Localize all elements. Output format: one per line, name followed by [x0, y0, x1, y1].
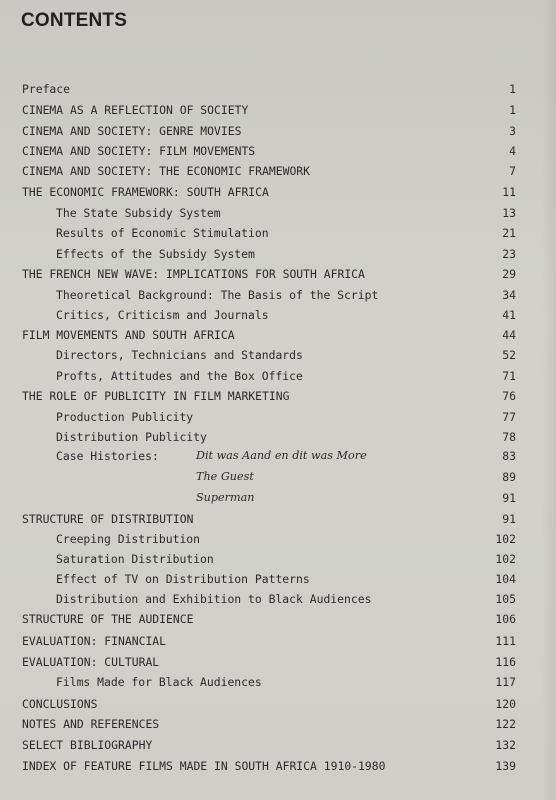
toc-entry-page: 111 — [495, 634, 516, 648]
toc-entry-page: 23 — [502, 247, 516, 261]
toc-entry — [0, 265, 556, 283]
toc-entry-page: 116 — [495, 655, 516, 669]
toc-entry — [0, 590, 556, 608]
toc-entry-page: 91 — [502, 491, 516, 505]
toc-entry-page: 102 — [495, 552, 516, 566]
toc-entry-title: EVALUATION: FINANCIAL — [22, 634, 167, 648]
toc-entry-page: 77 — [502, 410, 516, 424]
toc-entry-title: The State Subsidy System — [56, 206, 221, 220]
toc-entry-title: CONCLUSIONS — [22, 697, 98, 711]
toc-entry-title: Results of Economic Stimulation — [56, 226, 269, 240]
toc-entry-page: 91 — [502, 512, 516, 526]
toc-entry — [0, 715, 556, 733]
toc-entry — [0, 183, 556, 201]
toc-entry — [0, 162, 556, 180]
toc-entry-page: 71 — [502, 369, 516, 383]
toc-entry-title: CINEMA AND SOCIETY: FILM MOVEMENTS — [22, 144, 256, 158]
toc-entry-film-title: Dit was Aand en dit was More — [196, 449, 367, 462]
toc-entry-title: Profts, Attitudes and the Box Office — [56, 369, 303, 383]
toc-entry-title: THE ROLE OF PUBLICITY IN FILM MARKETING — [22, 389, 290, 403]
toc-entry-page: 106 — [495, 612, 516, 626]
toc-entry-title: Theoretical Background: The Basis of the Script — [56, 288, 379, 302]
toc-entry — [0, 80, 556, 98]
toc-entry — [0, 550, 556, 568]
toc-entry-title: Effect of TV on Distribution Patterns — [56, 572, 310, 586]
toc-entry — [0, 510, 556, 528]
toc-entry-page: 1 — [509, 103, 516, 117]
toc-entry-title: SELECT BIBLIOGRAPHY — [22, 738, 153, 752]
toc-entry-title: Effects of the Subsidy System — [56, 247, 255, 261]
toc-entry — [0, 428, 556, 446]
toc-entry — [0, 245, 556, 263]
toc-entry-title: Directors, Technicians and Standards — [56, 348, 303, 362]
toc-entry-page: 120 — [495, 697, 516, 711]
toc-entry-page: 21 — [502, 226, 516, 240]
toc-entry-title: Distribution Publicity — [56, 430, 207, 444]
toc-entry-page: 13 — [502, 206, 516, 220]
toc-entry-title: Films Made for Black Audiences — [56, 675, 262, 689]
toc-entry — [0, 570, 556, 588]
toc-entry — [0, 286, 556, 304]
toc-entry-title: Critics, Criticism and Journals — [56, 308, 269, 322]
toc-entry — [0, 387, 556, 405]
toc-entry-title: Production Publicity — [56, 410, 194, 424]
toc-entry — [0, 367, 556, 385]
toc-entry — [0, 757, 556, 775]
toc-entry-page: 11 — [502, 185, 516, 199]
toc-entry-title: STRUCTURE OF THE AUDIENCE — [22, 612, 194, 626]
toc-entry-title: FILM MOVEMENTS AND SOUTH AFRICA — [22, 328, 235, 342]
toc-entry — [0, 610, 556, 628]
toc-entry-page: 29 — [502, 267, 516, 281]
toc-entry-page: 83 — [502, 449, 516, 463]
toc-entry-title: EVALUATION: CULTURAL — [22, 655, 160, 669]
toc-entry-title: Creeping Distribution — [56, 532, 201, 546]
toc-entry — [0, 224, 556, 242]
toc-entry — [0, 122, 556, 140]
toc-entry-film-title: Superman — [196, 491, 255, 504]
toc-entry — [0, 204, 556, 222]
toc-entry — [0, 530, 556, 548]
toc-entry — [0, 101, 556, 119]
toc-entry-page: 105 — [495, 592, 516, 606]
toc-entry — [0, 736, 556, 754]
toc-entry-page: 4 — [509, 144, 516, 158]
toc-entry-page: 3 — [509, 124, 516, 138]
toc-entry-title: Distribution and Exhibition to Black Audiences — [56, 592, 372, 606]
toc-entry-page: 7 — [509, 164, 516, 178]
toc-entry-title: Saturation Distribution — [56, 552, 214, 566]
toc-entry — [0, 468, 556, 486]
toc-entry-film-title: The Guest — [196, 470, 254, 483]
toc-entry-page: 132 — [495, 738, 516, 752]
toc-entry-page: 34 — [502, 288, 516, 302]
toc-entry-page: 76 — [502, 389, 516, 403]
toc-entry — [0, 695, 556, 713]
toc-entry — [0, 673, 556, 691]
toc-entry — [0, 408, 556, 426]
toc-entry-page: 102 — [495, 532, 516, 546]
toc-entry-page: 89 — [502, 470, 516, 484]
toc-entry-page: 41 — [502, 308, 516, 322]
toc-entry-title: THE ECONOMIC FRAMEWORK: SOUTH AFRICA — [22, 185, 269, 199]
toc-entry-page: 117 — [495, 675, 516, 689]
toc-entry — [0, 653, 556, 671]
toc-entry-page: 139 — [495, 759, 516, 773]
toc-entry-title: CINEMA AND SOCIETY: THE ECONOMIC FRAMEWORK — [22, 164, 311, 178]
toc-entry-page: 78 — [502, 430, 516, 444]
toc-entry-title: CINEMA AS A REFLECTION OF SOCIETY — [22, 103, 249, 117]
toc-entry-title: THE FRENCH NEW WAVE: IMPLICATIONS FOR SOUTH AFRICA — [22, 267, 365, 281]
toc-entry — [0, 142, 556, 160]
toc-entry-page: 44 — [502, 328, 516, 342]
toc-entry — [0, 326, 556, 344]
toc-entry-title: CINEMA AND SOCIETY: GENRE MOVIES — [22, 124, 242, 138]
toc-entry — [0, 447, 556, 465]
toc-entry-page: 52 — [502, 348, 516, 362]
toc-entry-title: INDEX OF FEATURE FILMS MADE IN SOUTH AFRICA 1910-1980 — [22, 759, 386, 773]
toc-entry-page: 1 — [509, 82, 516, 96]
toc-entry-title: STRUCTURE OF DISTRIBUTION — [22, 512, 194, 526]
toc-entry — [0, 346, 556, 364]
toc-entry — [0, 306, 556, 324]
toc-entry — [0, 489, 556, 507]
toc-entry-title: Case Histories: — [56, 449, 159, 463]
toc-entry-page: 104 — [495, 572, 516, 586]
toc-entry — [0, 632, 556, 650]
toc-entry-title: Preface — [22, 82, 71, 96]
contents-heading: CONTENTS — [21, 10, 128, 31]
toc-entry-page: 122 — [495, 717, 516, 731]
toc-entry-title: NOTES AND REFERENCES — [22, 717, 160, 731]
